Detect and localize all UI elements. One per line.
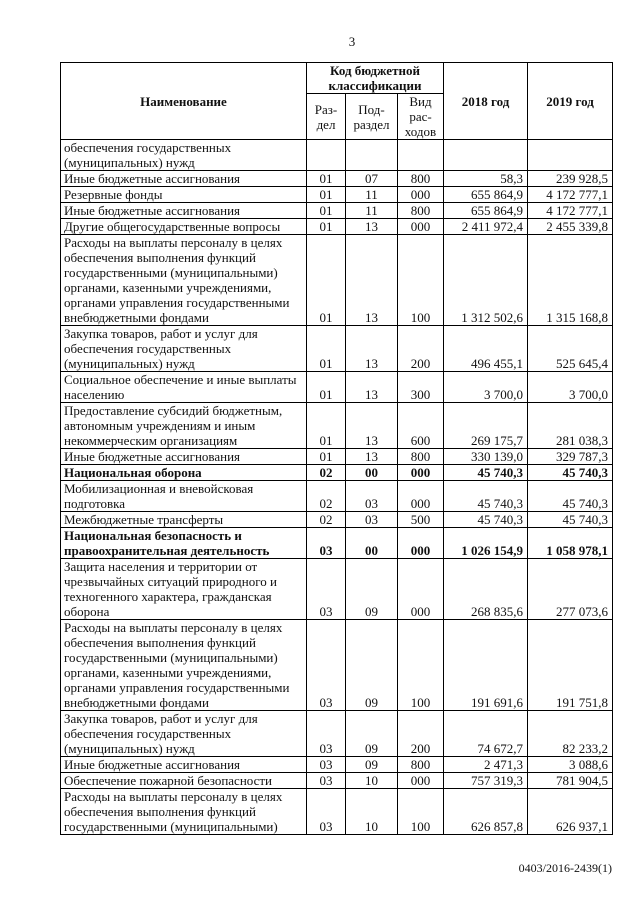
subsection-code: 09 <box>346 711 398 757</box>
item-name: Защита населения и территории от чрезвычайных ситуаций природного и техногенного характера, гражданская оборона <box>61 559 307 620</box>
expense-type-code: 000 <box>398 481 444 512</box>
amount-2019: 329 787,3 <box>528 449 613 465</box>
amount-2019: 525 645,4 <box>528 326 613 372</box>
expense-type-code: 200 <box>398 711 444 757</box>
table-row <box>61 140 613 171</box>
table-row <box>61 512 613 528</box>
section-code: 03 <box>307 528 346 559</box>
expense-type-code: 800 <box>398 171 444 187</box>
subsection-code: 11 <box>346 187 398 203</box>
section-code: 01 <box>307 235 346 326</box>
item-name: Обеспечение пожарной безопасности <box>61 773 307 789</box>
table-row <box>61 449 613 465</box>
expense-type-code: 800 <box>398 757 444 773</box>
expense-type-code: 300 <box>398 372 444 403</box>
amount-2018: 2 471,3 <box>444 757 528 773</box>
amount-2018: 58,3 <box>444 171 528 187</box>
table-row <box>61 171 613 187</box>
amount-2019: 82 233,2 <box>528 711 613 757</box>
amount-2019: 2 455 339,8 <box>528 219 613 235</box>
amount-2018: 330 139,0 <box>444 449 528 465</box>
amount-2019: 191 751,8 <box>528 620 613 711</box>
table-row <box>61 219 613 235</box>
expense-type-code: 000 <box>398 559 444 620</box>
subsection-code: 13 <box>346 219 398 235</box>
item-name: Иные бюджетные ассигнования <box>61 203 307 219</box>
section-code: 03 <box>307 711 346 757</box>
table-row <box>61 757 613 773</box>
subsection-code: 13 <box>346 235 398 326</box>
amount-2018 <box>444 140 528 171</box>
amount-2018: 45 740,3 <box>444 512 528 528</box>
table-row <box>61 187 613 203</box>
item-name: Закупка товаров, работ и услуг для обеспечения государственных (муниципальных) нужд <box>61 326 307 372</box>
section-code: 01 <box>307 326 346 372</box>
section-code <box>307 140 346 171</box>
table-row <box>61 203 613 219</box>
table-row <box>61 481 613 512</box>
expense-type-code: 000 <box>398 528 444 559</box>
subsection-code: 10 <box>346 773 398 789</box>
amount-2019: 626 937,1 <box>528 789 613 835</box>
header-2018: 2018 год <box>444 63 528 140</box>
amount-2019 <box>528 140 613 171</box>
item-name: Закупка товаров, работ и услуг для обеспечения государственных (муниципальных) нужд <box>61 711 307 757</box>
subsection-code: 00 <box>346 528 398 559</box>
item-name: Национальная оборона <box>61 465 307 481</box>
expense-type-code: 200 <box>398 326 444 372</box>
amount-2018: 74 672,7 <box>444 711 528 757</box>
subsection-code: 03 <box>346 512 398 528</box>
subsection-code: 09 <box>346 559 398 620</box>
amount-2019: 1 058 978,1 <box>528 528 613 559</box>
expense-type-code: 500 <box>398 512 444 528</box>
subsection-code: 07 <box>346 171 398 187</box>
document-code: 0403/2016-2439(1) <box>518 861 612 875</box>
amount-2019: 277 073,6 <box>528 559 613 620</box>
section-code: 03 <box>307 559 346 620</box>
subsection-code: 13 <box>346 449 398 465</box>
item-name: Мобилизационная и вневойсковая подготовка <box>61 481 307 512</box>
table-row <box>61 235 613 326</box>
item-name: Резервные фонды <box>61 187 307 203</box>
amount-2018: 3 700,0 <box>444 372 528 403</box>
header-2019: 2019 год <box>528 63 613 140</box>
section-code: 01 <box>307 449 346 465</box>
section-code: 03 <box>307 789 346 835</box>
section-code: 02 <box>307 465 346 481</box>
expense-type-code: 100 <box>398 235 444 326</box>
section-code: 02 <box>307 481 346 512</box>
table-row <box>61 789 613 835</box>
expense-type-code: 000 <box>398 465 444 481</box>
amount-2019: 3 700,0 <box>528 372 613 403</box>
expense-type-code: 600 <box>398 403 444 449</box>
section-code: 02 <box>307 512 346 528</box>
subsection-code: 03 <box>346 481 398 512</box>
budget-table <box>60 62 613 835</box>
section-code: 01 <box>307 171 346 187</box>
expense-type-code: 800 <box>398 449 444 465</box>
item-name: Другие общегосударственные вопросы <box>61 219 307 235</box>
amount-2018: 2 411 972,4 <box>444 219 528 235</box>
expense-type-code: 800 <box>398 203 444 219</box>
header-name: Наименование <box>61 63 307 140</box>
item-name: Предоставление субсидий бюджетным, автономным учреждениям и иным некоммерческим организациям <box>61 403 307 449</box>
amount-2019: 45 740,3 <box>528 465 613 481</box>
subsection-code: 13 <box>346 403 398 449</box>
amount-2018: 45 740,3 <box>444 465 528 481</box>
amount-2018: 757 319,3 <box>444 773 528 789</box>
table-row <box>61 773 613 789</box>
item-name: Расходы на выплаты персоналу в целях обеспечения выполнения функций государственными (муниципальными) органами, казенными учреждениями, органами управления государственными внебюджетными фондами <box>61 620 307 711</box>
amount-2019: 1 315 168,8 <box>528 235 613 326</box>
amount-2018: 1 026 154,9 <box>444 528 528 559</box>
section-code: 01 <box>307 372 346 403</box>
section-code: 03 <box>307 757 346 773</box>
table-row-section <box>61 528 613 559</box>
table-row <box>61 372 613 403</box>
expense-type-code: 000 <box>398 187 444 203</box>
subsection-code: 11 <box>346 203 398 219</box>
expense-type-code: 100 <box>398 789 444 835</box>
table-row <box>61 559 613 620</box>
subsection-code: 13 <box>346 326 398 372</box>
amount-2018: 191 691,6 <box>444 620 528 711</box>
amount-2018: 269 175,7 <box>444 403 528 449</box>
amount-2019: 3 088,6 <box>528 757 613 773</box>
amount-2019: 781 904,5 <box>528 773 613 789</box>
amount-2018: 655 864,9 <box>444 187 528 203</box>
page-number: 3 <box>348 34 356 49</box>
header-subsection: Под- раздел <box>346 94 398 140</box>
expense-type-code: 000 <box>398 773 444 789</box>
item-name: Социальное обеспечение и иные выплаты населению <box>61 372 307 403</box>
amount-2019: 45 740,3 <box>528 481 613 512</box>
item-name: Иные бюджетные ассигнования <box>61 171 307 187</box>
subsection-code: 00 <box>346 465 398 481</box>
item-name: Национальная безопасность и правоохранительная деятельность <box>61 528 307 559</box>
item-name: Межбюджетные трансферты <box>61 512 307 528</box>
subsection-code: 13 <box>346 372 398 403</box>
amount-2018: 1 312 502,6 <box>444 235 528 326</box>
header-expense-type: Вид рас- ходов <box>398 94 444 140</box>
item-name: обеспечения государственных (муниципальных) нужд <box>61 140 307 171</box>
amount-2018: 268 835,6 <box>444 559 528 620</box>
table-row <box>61 326 613 372</box>
table-row <box>61 711 613 757</box>
amount-2019: 45 740,3 <box>528 512 613 528</box>
expense-type-code <box>398 140 444 171</box>
amount-2019: 239 928,5 <box>528 171 613 187</box>
amount-2018: 45 740,3 <box>444 481 528 512</box>
item-name: Расходы на выплаты персоналу в целях обеспечения выполнения функций государственными (муниципальными) органами, казенными учреждениями, органами управления государственными внебюджетными фондами <box>61 235 307 326</box>
section-code: 03 <box>307 773 346 789</box>
header-code-group: Код бюджетной классификации <box>307 63 444 94</box>
section-code: 03 <box>307 620 346 711</box>
item-name: Иные бюджетные ассигнования <box>61 449 307 465</box>
section-code: 01 <box>307 203 346 219</box>
amount-2018: 496 455,1 <box>444 326 528 372</box>
section-code: 01 <box>307 219 346 235</box>
table-row <box>61 620 613 711</box>
amount-2019: 4 172 777,1 <box>528 203 613 219</box>
subsection-code: 09 <box>346 620 398 711</box>
expense-type-code: 000 <box>398 219 444 235</box>
amount-2019: 281 038,3 <box>528 403 613 449</box>
table-row <box>61 403 613 449</box>
section-code: 01 <box>307 187 346 203</box>
amount-2018: 626 857,8 <box>444 789 528 835</box>
expense-type-code: 100 <box>398 620 444 711</box>
section-code: 01 <box>307 403 346 449</box>
item-name: Иные бюджетные ассигнования <box>61 757 307 773</box>
subsection-code: 09 <box>346 757 398 773</box>
header-row <box>61 63 613 94</box>
amount-2018: 655 864,9 <box>444 203 528 219</box>
header-section: Раз- дел <box>307 94 346 140</box>
amount-2019: 4 172 777,1 <box>528 187 613 203</box>
table-row-section <box>61 465 613 481</box>
subsection-code <box>346 140 398 171</box>
item-name: Расходы на выплаты персоналу в целях обеспечения выполнения функций государственными (муниципальными) <box>61 789 307 835</box>
subsection-code: 10 <box>346 789 398 835</box>
